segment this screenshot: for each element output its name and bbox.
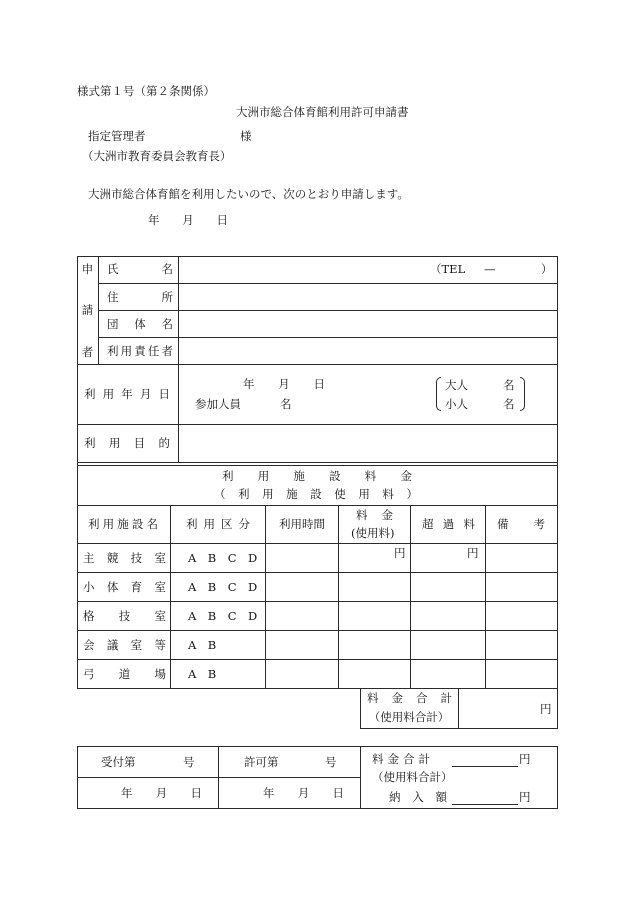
- fee-total-label: 料金合計: [372, 752, 430, 766]
- permit-label: 許可第: [244, 755, 279, 769]
- facility-name: 主 競 技 室: [83, 551, 166, 565]
- applicant-group-label: 者: [81, 345, 94, 359]
- style-number: 様式第１号（第２条関係）: [77, 84, 215, 98]
- intro-text: 大洲市総合体育館を利用したいので、次のとおり申請します。: [88, 187, 409, 201]
- form-title: 大洲市総合体育館利用許可申請書: [236, 105, 409, 119]
- table-rule: [360, 746, 361, 809]
- bracket-open-icon: [436, 377, 441, 411]
- column-header-time: 利用時間: [279, 517, 325, 531]
- tel-prefix: （TEL: [430, 262, 466, 276]
- paid-amount-label: 納 入 額: [389, 790, 447, 804]
- table-rule: [77, 746, 78, 809]
- overtime-unit: 円: [467, 546, 479, 560]
- table-rule: [77, 462, 558, 463]
- table-rule: [557, 746, 558, 809]
- participants-unit: 名: [280, 397, 292, 411]
- fee-table-title: 利 用 施 設 料 金: [222, 469, 412, 483]
- table-rule: [218, 746, 219, 809]
- fee-unit: 円: [394, 546, 406, 560]
- table-rule: [77, 465, 558, 466]
- column-header-facility: 利用施設名: [88, 517, 158, 531]
- participants-label: 参加人員: [195, 397, 241, 411]
- adults-label: 大人: [445, 378, 468, 392]
- table-rule: [485, 505, 486, 689]
- table-rule: [98, 283, 558, 284]
- table-rule: [77, 465, 78, 689]
- receipt-label: 受付第: [101, 755, 136, 769]
- table-rule: [98, 310, 558, 311]
- facility-name: 会 議 室 等: [83, 638, 166, 652]
- fee-total-sublabel: （使用料合計）: [372, 770, 453, 784]
- bracket-close-icon: [520, 377, 525, 411]
- facility-name: 小 体 育 室: [83, 580, 166, 594]
- fee-total-unit: 円: [519, 752, 531, 766]
- column-header-remarks: 備 考: [497, 517, 545, 531]
- table-rule: [178, 256, 179, 463]
- addressee-sub: （大洲市教育委員会教育長）: [82, 149, 232, 163]
- receipt-unit: 号: [183, 755, 195, 769]
- purpose-label: 利 用 目 的: [84, 436, 170, 450]
- adults-unit: 名: [503, 378, 515, 392]
- facility-sections: A B C D: [188, 551, 258, 565]
- column-header-section: 利 用 区 分: [186, 517, 250, 531]
- children-label: 小人: [445, 397, 468, 411]
- organization-label: 団 体 名: [107, 317, 173, 331]
- tel-suffix: ）: [541, 262, 553, 276]
- tel-separator: —: [484, 262, 496, 276]
- applicant-group-label: 請: [81, 303, 94, 317]
- permit-date: 年 月 日: [263, 786, 344, 800]
- column-header-fee: 料 金: [356, 508, 393, 522]
- facility-sections: A B: [188, 638, 217, 652]
- facility-sections: A B C D: [188, 609, 258, 623]
- addressee: 指定管理者: [88, 129, 146, 143]
- honorific: 様: [240, 129, 252, 143]
- address-label: 住 所: [107, 290, 173, 304]
- table-rule: [410, 505, 411, 689]
- permit-unit: 号: [325, 755, 337, 769]
- column-header-fee-sub: (使用料): [351, 526, 395, 540]
- application-date: 年 月 日: [148, 213, 228, 227]
- table-rule: [265, 505, 266, 689]
- table-rule: [77, 256, 558, 257]
- table-rule: [77, 746, 558, 747]
- use-date-label: 利 用 年 月 日: [84, 387, 170, 401]
- column-header-overtime: 超 過 料: [422, 517, 475, 531]
- table-rule: [360, 728, 558, 729]
- paid-amount-unit: 円: [519, 790, 531, 804]
- table-rule: [77, 256, 78, 466]
- table-rule: [98, 337, 558, 338]
- total-unit: 円: [540, 702, 552, 716]
- name-label: 氏 名: [107, 262, 173, 276]
- table-rule: [458, 688, 459, 729]
- fill-in-underline: [452, 804, 518, 805]
- facility-name: 弓 道 場: [83, 667, 166, 681]
- table-rule: [170, 505, 171, 689]
- fee-table-subtitle: （ 利 用 施 設 使 用 料 ）: [214, 487, 418, 501]
- use-date-value: 年 月 日: [243, 377, 325, 391]
- applicant-group-label: 申: [81, 262, 94, 276]
- table-rule: [77, 364, 558, 365]
- table-rule: [98, 256, 99, 365]
- receipt-date: 年 月 日: [121, 786, 202, 800]
- table-rule: [338, 505, 339, 689]
- table-rule: [77, 808, 558, 809]
- table-rule: [77, 777, 361, 778]
- children-unit: 名: [503, 397, 515, 411]
- responsible-person-label: 利用責任者: [107, 344, 173, 358]
- total-label: 料 金 合 計: [367, 691, 452, 705]
- facility-sections: A B C D: [188, 580, 258, 594]
- facility-sections: A B: [188, 667, 217, 681]
- table-rule: [77, 424, 558, 425]
- total-sublabel: （使用料合計）: [368, 710, 450, 724]
- fill-in-underline: [452, 766, 518, 767]
- facility-name: 格 技 室: [83, 609, 166, 623]
